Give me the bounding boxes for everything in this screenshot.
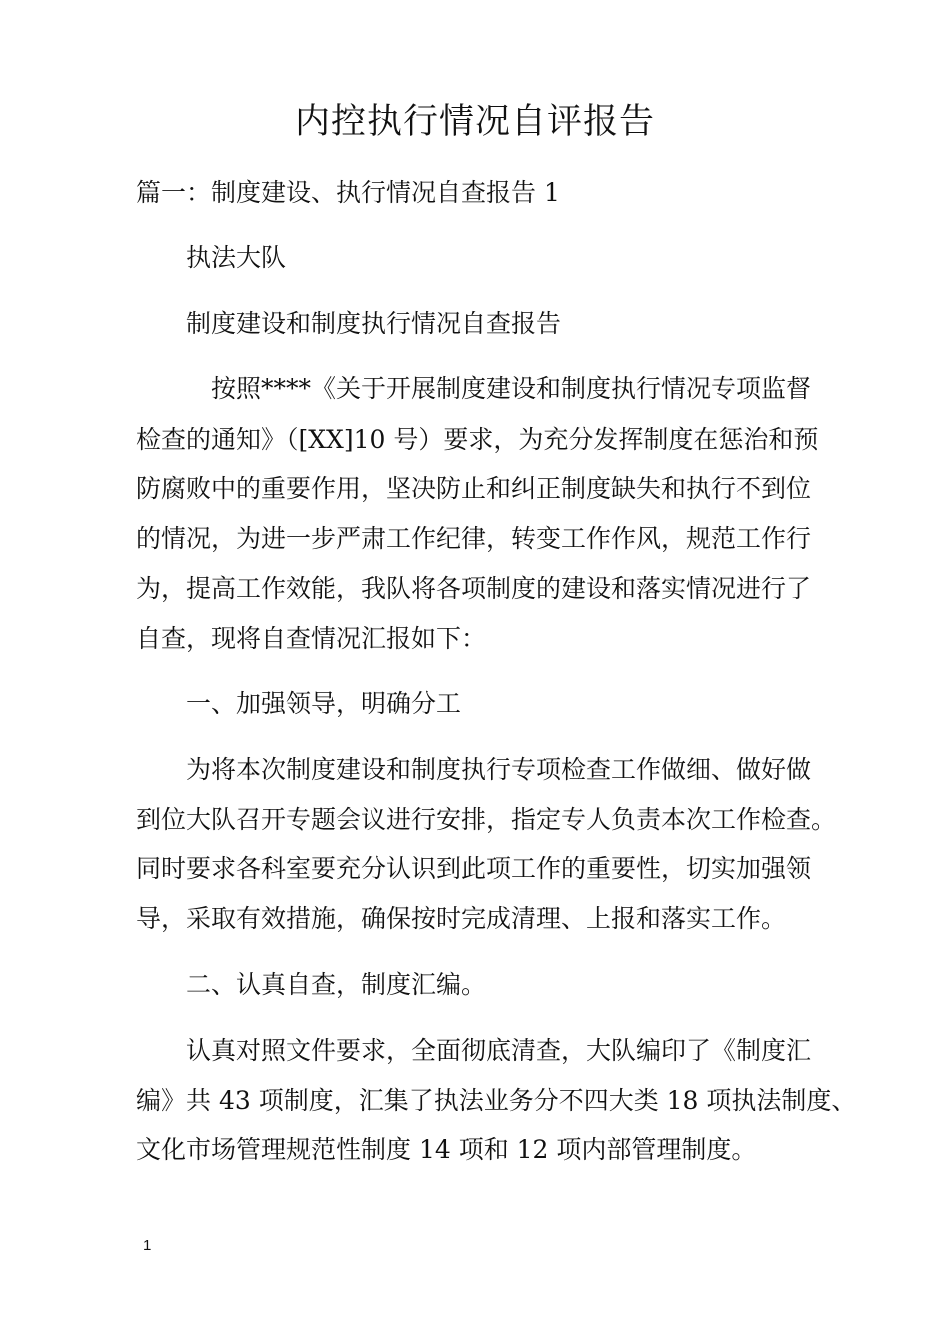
intro-line: 防腐败中的重要作用，坚决防止和纠正制度缺失和执行不到位 xyxy=(136,474,812,503)
section-heading-1: 一、加强领导，明确分工 xyxy=(186,689,462,718)
intro-line: 为，提高工作效能，我队将各项制度的建设和落实情况进行了 xyxy=(136,574,812,603)
paragraph-2-line: 文化市场管理规范性制度 14 项和 12 项内部管理制度。 xyxy=(136,1135,757,1164)
intro-line: 的情况，为进一步严肃工作纪律，转变工作作风，规范工作行 xyxy=(136,524,812,553)
intro-line: 自查，现将自查情况汇报如下： xyxy=(136,624,487,653)
paragraph-1-line: 为将本次制度建设和制度执行专项检查工作做细、做好做 xyxy=(186,755,812,784)
paragraph-1-line: 导，采取有效措施，确保按时完成清理、上报和落实工作。 xyxy=(136,904,787,933)
document-title: 内控执行情况自评报告 xyxy=(294,102,655,142)
report-title: 制度建设和制度执行情况自查报告 xyxy=(186,309,562,338)
paragraph-2-line: 认真对照文件要求，全面彻底清查，大队编印了《制度汇 xyxy=(186,1036,812,1065)
paragraph-2-line: 编》共 43 项制度，汇集了执法业务分不四大类 18 项执法制度、 xyxy=(136,1086,857,1115)
intro-line: 按照****《关于开展制度建设和制度执行情况专项监督 xyxy=(211,374,812,403)
organization-name: 执法大队 xyxy=(186,243,287,272)
section-heading-2: 二、认真自查，制度汇编。 xyxy=(186,970,487,999)
section-heading: 篇一：制度建设、执行情况自查报告 1 xyxy=(136,178,560,207)
page-number: 1 xyxy=(143,1237,152,1254)
intro-line: 检查的通知》（[XX]10 号）要求，为充分发挥制度在惩治和预 xyxy=(136,425,819,454)
paragraph-1-line: 同时要求各科室要充分认识到此项工作的重要性，切实加强领 xyxy=(136,854,812,883)
paragraph-1-line: 到位大队召开专题会议进行安排，指定专人负责本次工作检查。 xyxy=(136,805,837,834)
